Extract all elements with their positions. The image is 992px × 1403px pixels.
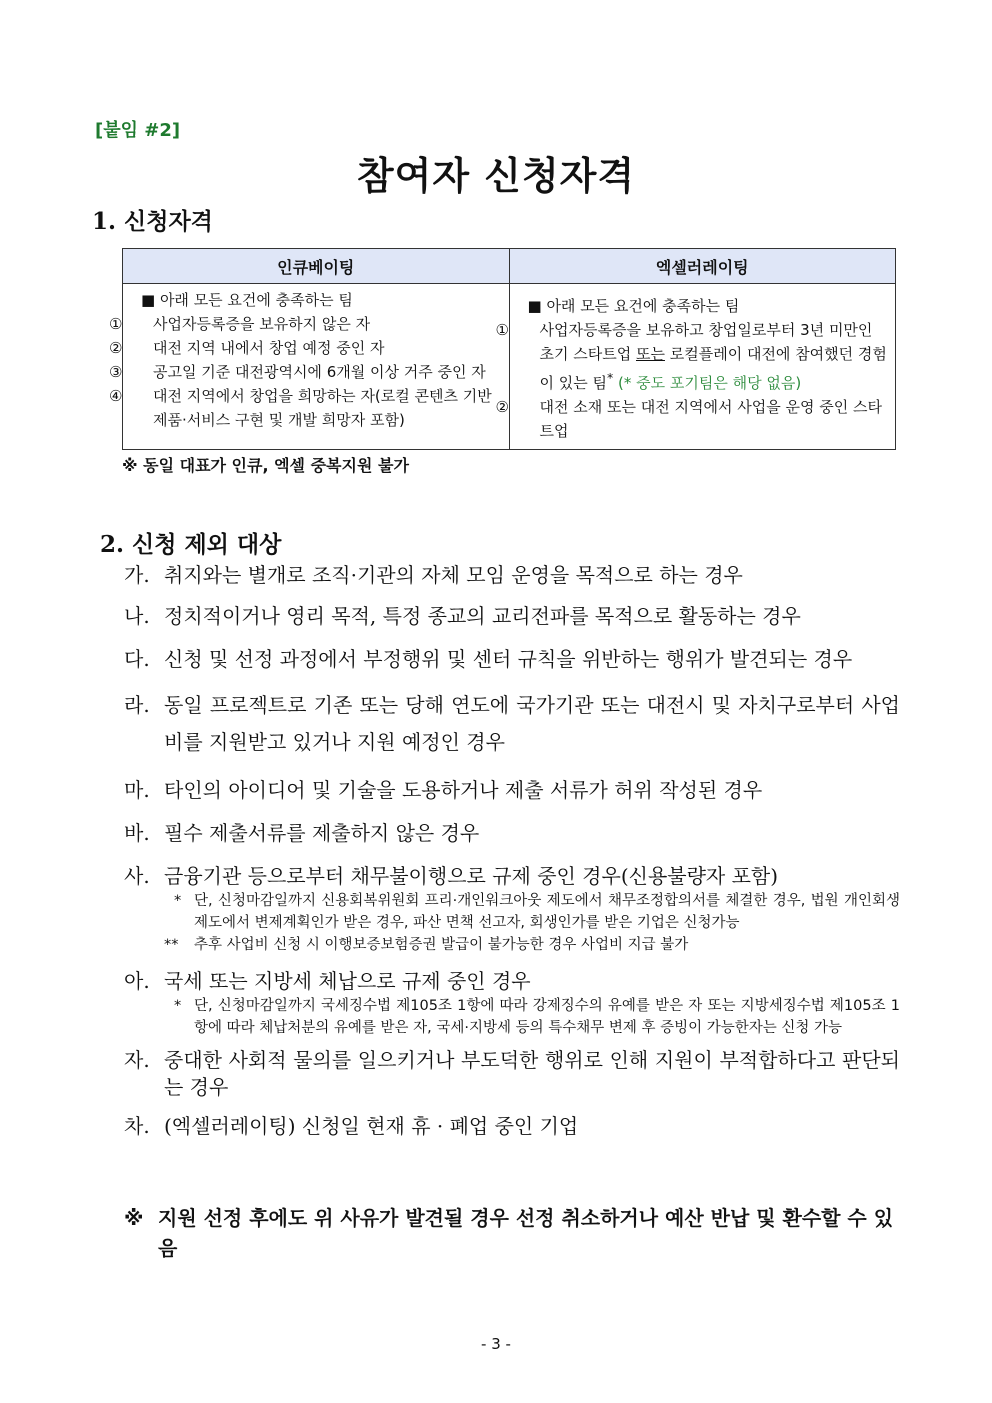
list-item: 라. 동일 프로젝트로 기존 또는 당해 연도에 국가기관 또는 대전시 및 자치구로부터 사업비를 지원받고 있거나 지원 예정인 경우	[124, 693, 900, 754]
sub-note: * 단, 신청마감일까지 국세징수법 제105조 1항에 따라 강제징수의 유예를 받은 자 또는 지방세징수법 제105조 1항에 따라 체납처분의 유예를 받은 자, 국세·지방세 등의 특수채무 변제 후 증빙이 가능한자는 신청 가능	[174, 998, 900, 1036]
page-title: 참여자 신청자격	[356, 154, 636, 198]
table-header-accelerating: 엑셀러레이팅	[509, 249, 896, 284]
attachment-label: [붙임 #2]	[95, 120, 181, 141]
eligibility-table	[109, 248, 896, 450]
list-item: 차. (엑셀러레이팅) 신청일 현재 휴 · 폐업 중인 기업	[124, 1114, 579, 1138]
list-item: 마. 타인의 아이디어 및 기술을 도용하거나 제출 서류가 허위 작성된 경우	[124, 778, 763, 802]
accelerating-item: ① 사업자등록증을 보유하고 창업일로부터 3년 미만인 초기 스타트업 또는 로컬플레이 대전에 참여했던 경험이 있는 팀* (* 중도 포기팀은 해당 없음)	[495, 321, 887, 392]
incubating-requirements	[109, 284, 510, 450]
incubating-item: ① 사업자등록증을 보유하지 않은 자	[109, 315, 371, 333]
incubating-item: ③ 공고일 기준 대전광역시에 6개월 이상 거주 중인 자	[109, 363, 486, 381]
sub-note: * 단, 신청마감일까지 신용회복위원회 프리·개인워크아웃 제도에서 채무조정합의서를 체결한 경우, 법원 개인회생제도에서 변제계획인가 받은 경우, 파산 면책 선고자, 회생인가를 받은 기업은 신청가능	[174, 893, 900, 931]
sub-note: ** 추후 사업비 신청 시 이행보증보험증권 발급이 불가능한 경우 사업비 지급 불가	[164, 937, 689, 953]
list-item: 나. 정치적이거나 영리 목적, 특정 종교의 교리전파를 목적으로 활동하는 경우	[124, 604, 801, 628]
accelerating-requirements	[495, 284, 896, 450]
table-header-incubating: 인큐베이팅	[123, 249, 510, 284]
list-item: 사. 금융기관 등으로부터 채무불이행으로 규제 중인 경우(신용불량자 포함)	[124, 864, 779, 888]
accelerating-lead: ■ 아래 모든 요건에 충족하는 팀	[527, 297, 740, 315]
accelerating-item: ② 대전 소재 또는 대전 지역에서 사업을 운영 중인 스타트업	[495, 398, 882, 440]
accelerating-note: (* 중도 포기팀은 해당 없음)	[618, 374, 802, 392]
warning-note: ※ 지원 선정 후에도 위 사유가 발견될 경우 선정 취소하거나 예산 반납 및 환수할 수 있음	[124, 1206, 894, 1260]
incubating-item: ④ 대전 지역에서 창업을 희망하는 자(로컬 콘텐츠 기반 제품·서비스 구현 및 개발 희망자 포함)	[109, 387, 492, 429]
section1-heading: 1. 신청자격	[92, 208, 213, 235]
list-item: 바. 필수 제출서류를 제출하지 않은 경우	[124, 821, 480, 845]
list-item: 아. 국세 또는 지방세 체납으로 규제 중인 경우	[124, 969, 531, 993]
page-number: - 3 -	[481, 1335, 511, 1353]
section2-heading: 2. 신청 제외 대상	[100, 531, 282, 558]
list-item: 다. 신청 및 선정 과정에서 부정행위 및 센터 규칙을 위반하는 행위가 발견되는 경우	[124, 647, 853, 671]
incubating-item: ② 대전 지역 내에서 창업 예정 중인 자	[109, 339, 385, 357]
incubating-lead: ■ 아래 모든 요건에 충족하는 팀	[141, 291, 353, 309]
duplicate-note: ※ 동일 대표가 인큐, 엑셀 중복지원 불가	[122, 456, 409, 475]
exclusion-list	[124, 562, 900, 1140]
list-item: 가. 취지와는 별개로 조직·기관의 자체 모임 운영을 목적으로 하는 경우	[124, 563, 743, 587]
list-item: 자. 중대한 사회적 물의를 일으키거나 부도덕한 행위로 인해 지원이 부적합하다고 판단되는 경우	[124, 1048, 900, 1099]
